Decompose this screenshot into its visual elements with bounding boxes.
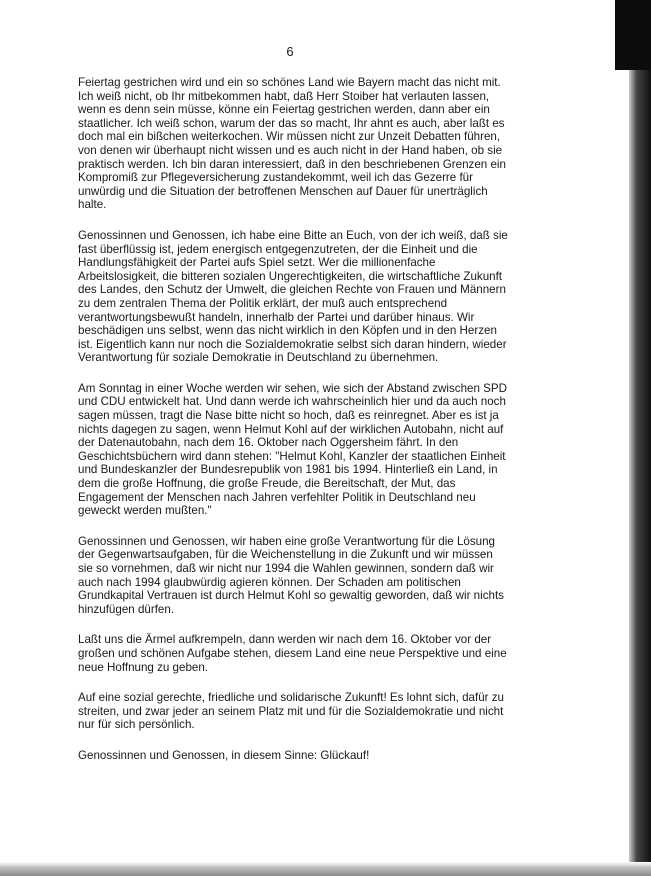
scan-bottom-edge [0,862,651,876]
paragraph: Laßt uns die Ärmel aufkrempeln, dann werden wir nach dem 16. Oktober vor der großen und schönen Aufgabe stehen, diesem Land eine neue Perspektive und eine neue Hoffnung zu geben. [78,633,507,674]
closing-line: Genossinnen und Genossen, in diesem Sinne: Glückauf! [78,748,370,762]
paragraph: Genossinnen und Genossen, wir haben eine große Verantwortung für die Lösung der Gegenwartsaufgaben, für die Weichenstellung in die Zukunft und wir müssen sie so vornehmen, daß wir nicht nur 1994 die Wahlen gewinnen, sondern daß wir auch nach 1994 glaubwürdig agieren können. Der Schaden am politischen Grundkapital Vertrauen ist durch Helmut Kohl so gewaltig geworden, daß wir nichts hinzufügen dürfen. [78,534,504,616]
scan-edge-shadow [629,0,651,876]
paragraph: Genossinnen und Genossen, ich habe eine Bitte an Euch, von der ich weiß, daß sie fast überflüssig ist, jedem energisch entgegenzutreten, der die Einheit und die Handlungsfähigkeit der Partei aufs Spiel setzt. Wer die millionenfache Arbeitslosigkeit, die bitteren sozialen Ungerechtigkeiten, die wirtschaftliche Zukunft des Landes, den Schutz der Umwelt, die gleichen Rechte von Frauen und Männern zu dem zentralen Thema der Politik erklärt, der muß auch entsprechend verantwortungsbewußt handeln, innerhalb der Partei und darüber hinaus. Wir beschädigen uns selbst, wenn das nicht wirklich in den Köpfen und in den Herzen ist. Eigentlich kann nur noch die Sozialdemokratie selbst sich daran hindern, wieder Verantwortung für soziale Demokratie in Deutschland zu übernehmen. [78,228,508,365]
paragraph: Auf eine sozial gerechte, friedliche und solidarische Zukunft! Es lohnt sich, dafür zu streiten, und zwar jeder an seinem Platz mit und für die Sozialdemokratie und nicht nur für sich persönlich. [78,691,504,732]
document-body [78,76,508,780]
paragraph: Feiertag gestrichen wird und ein so schönes Land wie Bayern macht das nicht mit. Ich weiß nicht, ob Ihr mitbekommen habt, daß Herr Stoiber hat verlauten lassen, wenn es denn sein müsse, könne ein Feiertag gestrichen werden, dann aber ein staatlicher. Ich weiß schon, warum der das so macht, Ihr ahnt es auch, aber laßt es doch mal ein bißchen weiterkochen. Wir müssen nicht zur Unzeit Debatten führen, von denen wir überhaupt nicht wissen und es auch nicht in der Hand haben, ob sie praktisch werden. Ich bin daran interessiert, daß in den beschriebenen Grenzen ein Kompromiß zur Pflegeversicherung zustandekommt, weil ich das Gezerre für unwürdig und die Situation der betroffenen Menschen auf Dauer für unerträglich halte. [78,76,506,212]
scan-corner-shadow [615,0,651,70]
page-number: 6 [286,44,294,59]
paragraph: Am Sonntag in einer Woche werden wir sehen, wie sich der Abstand zwischen SPD und CDU entwickelt hat. Und dann werde ich wahrscheinlich hier und da auch noch sagen müssen, tragt die Nase bitte nicht so hoch, daß es reinregnet. Aber es ist ja nichts dagegen zu sagen, wenn Helmut Kohl auf der wirklichen Autobahn, nicht auf der Datenautobahn, nach dem 16. Oktober nach Oggersheim fährt. In den Geschichtsbüchern wird dann stehen: "Helmut Kohl, Kanzler der staatlichen Einheit und Bundeskanzler der Bundesrepublik von 1981 bis 1994. Hinterließ ein Land, in dem die große Hoffnung, die große Freude, die Bereitschaft, der Mut, das Engagement der Menschen nach Jahren verfehlter Politik in Deutschland neu geweckt werden mußten." [78,381,507,518]
